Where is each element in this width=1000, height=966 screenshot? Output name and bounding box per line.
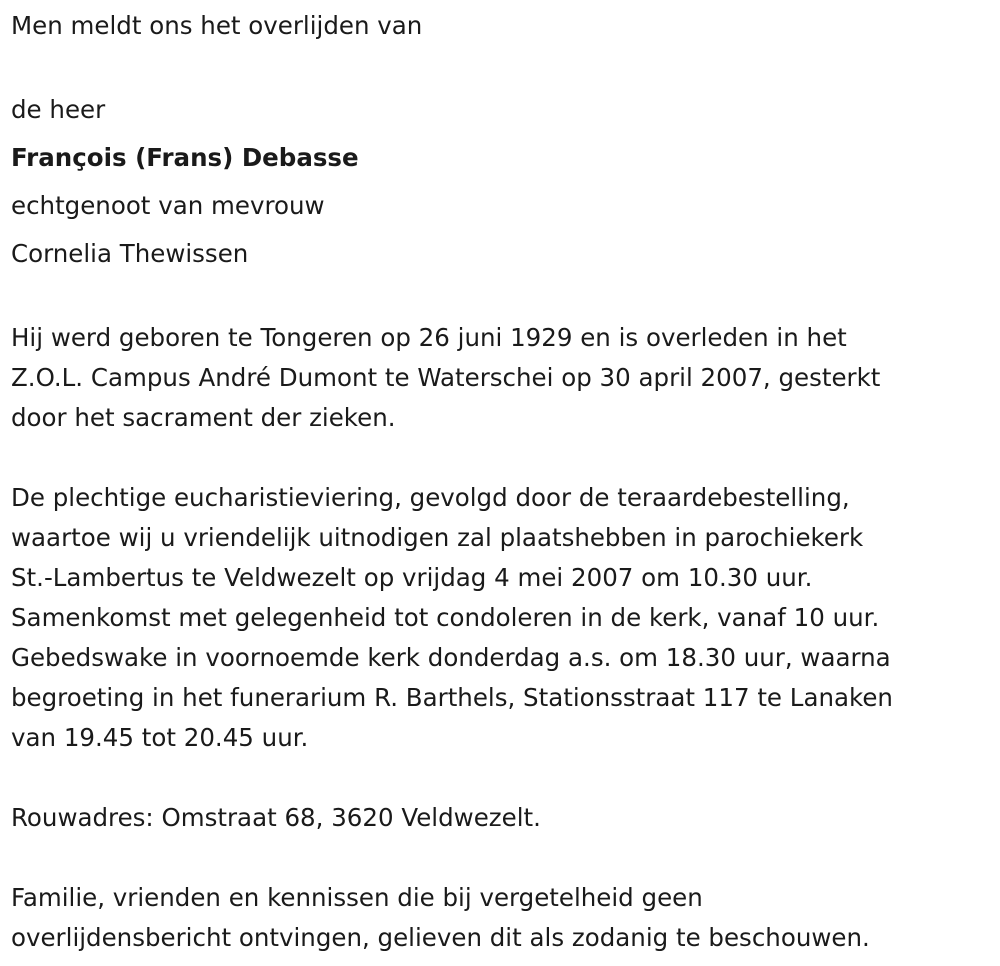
paragraph-line: begroeting in het funerarium R. Barthels, Stationsstraat 117 te Lanaken — [11, 683, 893, 712]
salutation-text: de heer — [11, 95, 106, 124]
deceased-name: François (Frans) Debasse — [11, 143, 359, 172]
spacer — [11, 838, 991, 878]
spacer — [11, 278, 991, 318]
relation-text: echtgenoot van mevrouw — [11, 191, 325, 220]
closing-paragraph — [11, 878, 991, 958]
paragraph-line: Z.O.L. Campus André Dumont te Waterschei op 30 april 2007, gesterkt — [11, 363, 881, 392]
paragraph-line: overlijdensbericht ontvingen, gelieven dit als zodanig te beschouwen. — [11, 923, 870, 952]
spacer — [11, 758, 991, 798]
paragraph-line: St.-Lambertus te Veldwezelt op vrijdag 4 mei 2007 om 10.30 uur. — [11, 563, 813, 592]
paragraph-line: door het sacrament der zieken. — [11, 403, 396, 432]
spacer — [11, 46, 991, 86]
obituary-notice — [11, 6, 991, 958]
spouse-name: Cornelia Thewissen — [11, 239, 249, 268]
intro-text: Men meldt ons het overlijden van — [11, 11, 423, 40]
birth-death-paragraph — [11, 318, 991, 438]
paragraph-line: Samenkomst met gelegenheid tot condoleren in de kerk, vanaf 10 uur. — [11, 603, 880, 632]
ceremony-paragraph — [11, 478, 991, 758]
spacer — [11, 438, 991, 478]
paragraph-line: van 19.45 tot 20.45 uur. — [11, 723, 309, 752]
paragraph-line: De plechtige eucharistieviering, gevolgd door de teraardebestelling, — [11, 483, 850, 512]
paragraph-line: Hij werd geboren te Tongeren op 26 juni 1929 en is overleden in het — [11, 323, 847, 352]
mourning-address: Rouwadres: Omstraat 68, 3620 Veldwezelt. — [11, 803, 541, 832]
paragraph-line: waartoe wij u vriendelijk uitnodigen zal plaatshebben in parochiekerk — [11, 523, 864, 552]
paragraph-line: Familie, vrienden en kennissen die bij vergetelheid geen — [11, 883, 703, 912]
paragraph-line: Gebedswake in voornoemde kerk donderdag a.s. om 18.30 uur, waarna — [11, 643, 891, 672]
